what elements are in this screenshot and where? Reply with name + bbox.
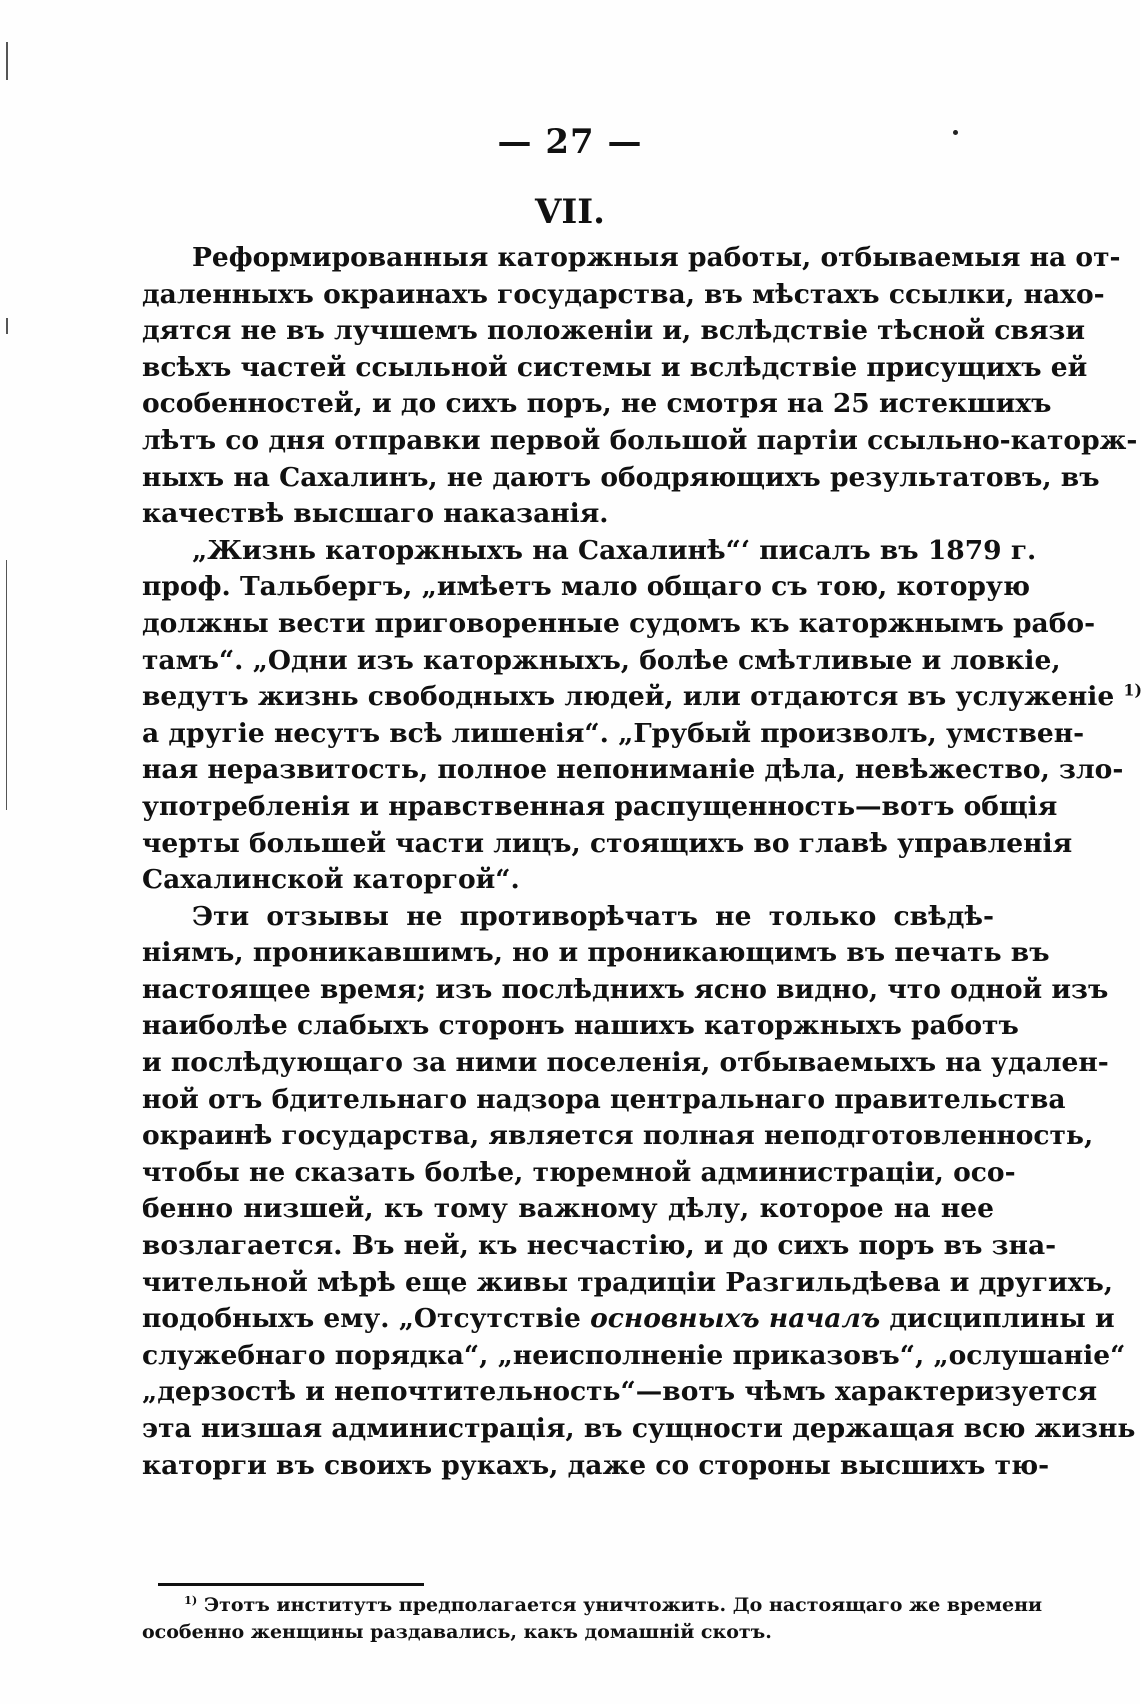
text-line: возлагается. Въ ней, къ несчастію, и до сихъ поръ въ зна- (142, 1230, 1057, 1262)
text-line: Сахалинской каторгой“. (142, 864, 520, 896)
text-line: „дерзостѣ и непочтительность“—вотъ чѣмъ характеризуется (142, 1376, 1098, 1408)
text-line: ная неразвитость, полное непониманіе дѣла, невѣжество, зло- (142, 754, 1124, 786)
text-line: а другіе несутъ всѣ лишенія“. „Грубый произволъ, умствен- (142, 717, 1085, 749)
text-line: „Жизнь каторжныхъ на Сахалинѣ“‘ писалъ въ 1879 г. (192, 534, 1037, 566)
text-line: наиболѣе слабыхъ сторонъ нашихъ каторжныхъ работъ (142, 1010, 1019, 1042)
footnote-text: Этотъ институтъ предполагается уничтожить. До настоящаго же времени (203, 1594, 1043, 1616)
scan-artifact (6, 42, 8, 80)
text-line: особенностей, и до сихъ поръ, не смотря на 25 истекшихъ (142, 388, 1052, 420)
text-line (142, 1301, 1115, 1338)
text-line: чительной мѣрѣ еще живы традиціи Разгильдѣева и другихъ, (142, 1266, 1114, 1298)
ink-speck (953, 130, 958, 135)
text-line: бенно низшей, къ тому важному дѣлу, которое на нее (142, 1193, 994, 1225)
text-line: ной отъ бдительнаго надзора центральнаго правительства (142, 1083, 1066, 1115)
text-line: лѣтъ со дня отправки первой большой партіи ссыльно-каторж- (142, 424, 1138, 456)
footnote-reference: 1) (1123, 680, 1142, 700)
text-segment: ведутъ жизнь свободныхъ людей, или отдаются въ услуженіе (142, 681, 1115, 713)
text-line: ніямъ, проникавшимъ, но и проникающимъ въ печать въ (142, 937, 1050, 969)
text-line: Эти отзывы не противорѣчатъ не только свѣдѣ- (192, 900, 994, 932)
page-number: — 27 — (497, 122, 643, 162)
text-line: употребленія и нравственная распущенность—вотъ общія (142, 790, 1058, 822)
text-segment: подобныхъ ему. „Отсутствіе (142, 1303, 581, 1335)
footnote (142, 1592, 1043, 1646)
text-line: окраинѣ государства, является полная неподготовленность, (142, 1120, 1094, 1152)
text-line: служебнаго порядка“, „неисполненіе приказовъ“, „ослушаніе“ (142, 1339, 1126, 1371)
italic-phrase: основныхъ началъ (590, 1303, 881, 1335)
text-line: каторги въ своихъ рукахъ, даже со стороны высшихъ тю- (142, 1449, 1050, 1481)
footnote-line (142, 1592, 1043, 1619)
text-line: эта низшая администрація, въ сущности держащая всю жизнь (142, 1413, 1136, 1444)
text-line (142, 679, 1142, 716)
text-line: и послѣдующаго за ними поселенія, отбываемыхъ на удален- (142, 1047, 1109, 1079)
scan-artifact (6, 560, 7, 810)
body-text (142, 240, 1142, 1484)
text-line: должны вести приговоренные судомъ къ каторжнымъ рабо- (142, 607, 1096, 639)
text-segment: дисциплины и (889, 1303, 1115, 1335)
text-line: проф. Тальбергъ, „имѣетъ мало общаго съ тою, которую (142, 571, 1031, 603)
text-line: черты большей части лицъ, стоящихъ во главѣ управленія (142, 827, 1073, 859)
footnote-line: особенно женщины раздавались, какъ домашній скотъ. (142, 1621, 772, 1643)
text-line: Реформированныя каторжныя работы, отбываемыя на от- (192, 242, 1121, 273)
text-line: ныхъ на Сахалинъ, не даютъ ободряющихъ результатовъ, въ (142, 461, 1100, 493)
text-line: тамъ“. „Одни изъ каторжныхъ, болѣе смѣтливые и ловкіе, (142, 644, 1061, 676)
scan-artifact (6, 318, 8, 334)
text-line: чтобы не сказать болѣе, тюремной администраціи, осо- (142, 1156, 1016, 1188)
footnote-divider (158, 1583, 424, 1586)
footnote-marker: 1) (184, 1593, 198, 1608)
chapter-heading: VII. (534, 192, 606, 232)
text-line: дятся не въ лучшемъ положеніи и, вслѣдствіе тѣсной связи (142, 315, 1085, 347)
text-line: всѣхъ частей ссыльной системы и вслѣдствіе присущихъ ей (142, 351, 1088, 383)
text-line: даленныхъ окраинахъ государства, въ мѣстахъ ссылки, нахо- (142, 278, 1105, 310)
text-line: качествѣ высшаго наказанія. (142, 498, 609, 530)
text-line: настоящее время; изъ послѣднихъ ясно видно, что одной изъ (142, 973, 1109, 1005)
